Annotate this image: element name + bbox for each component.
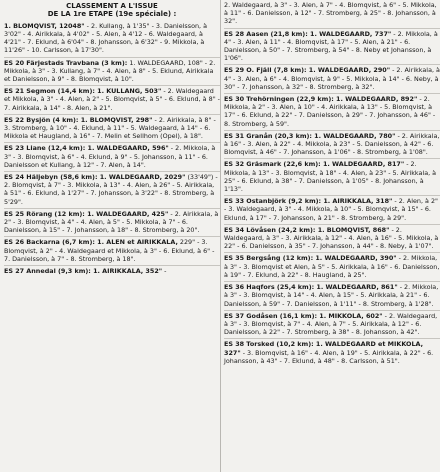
column-divider [220, 0, 221, 472]
entry-head: ES 36 Haqfors (25,4 km): 1. WALDEGAARD, 861" [224, 283, 398, 292]
entry-head: ES 28 Aasen (21,8 km): 1. WALDEGAARD, 737" [224, 29, 392, 38]
result-entry [224, 94, 440, 131]
result-entry [224, 65, 440, 94]
entry-text: 1. WALDEGAARD, 108" - 2. Mikkola, à 3" - 3. Kullang, à 7" - 4. Alen, à 8" - 5. Eklund, Airikkala et Danielsson, à 9" - 8. Blomqvist, à 10". [4, 58, 216, 84]
entry-head: ES 26 Backarna (6,7 km): 1. ALEN et AIRIKKALA, [4, 238, 178, 247]
result-entry [224, 29, 440, 66]
entry-head: ES 24 Häljebyn (58,6 km): 1. WALDEGAARD, 2029" [4, 173, 186, 182]
title-line-1: CLASSEMENT A L'ISSUE [66, 2, 158, 10]
result-entry [224, 339, 440, 367]
entry-head: ES 37 Godåsen (16,1 km): 1. MIKKOLA, 602" [224, 311, 383, 320]
result-entry [4, 58, 220, 87]
result-entry [4, 209, 220, 238]
entry-text: - 2. Airikkala, à 4" - 3. Alen, à 6" - 4. Blomqvist, à 9" - 5. Mikkola, à 14" - 6. Neby, à 30" - 7. Johansson, à 32" - 8. Stromberg, à 32". [224, 66, 440, 91]
entry-text: - 2. Waldegaard, à 3" - 3. Blomqvist, à 7" - 4. Alen, à 7" - 5. Airikkala, à 12" - 6. Danielsson, à 22" - 7. Stromberg, à 38" - 8. Johansson, à 42". [224, 311, 438, 337]
entry-head: ES 30 Trehörningen (22,9 km): 1. WALDEGAARD, 892" [224, 95, 418, 104]
entry-text: - 2. Mikkola, à 13" - 3. Blomqvist, à 18" - 4. Alen, à 23" - 5. Airikkala, à 25" - 6. Eklund, à 38" - 7. Danielsson, à 1'05" - 8. Johansson, à 1'13". [224, 160, 437, 194]
result-entry [4, 115, 220, 144]
entry-text: - 2. Mikkola, à 3" - 3. Blomqvist, à 14" - 4. Alen, à 15" - 5. Airikkala, à 21" - 6. Danielsson, à 59" - 7. Danielsson, à 1'11" - 8. Stromberg, à 1'28". [224, 283, 439, 308]
entry-head: ES 35 Bergsång (12 km): 1. WALDEGAARD, 390" [224, 254, 397, 263]
result-entry [224, 253, 440, 282]
result-entry [224, 282, 440, 311]
entry-head: ES 34 Lövåsen (24,2 km): 1. BLOMQVIST, 868" [224, 225, 390, 234]
result-entry [4, 172, 220, 209]
entry-head: ES 22 Bysjön (4 km): 1. BLOMQVIST, 298" [4, 115, 153, 124]
entry-text: - 3. Blomqvist, à 16" - 4. Alen, à 19" - 5. Airikkala, à 22" - 6. Johansson, à 43" - 7. Eklund, à 48" - 8. Carlsson, à 51". [224, 348, 434, 365]
entry-text: - 2. Mikkola, à 3" - 3. Blomqvist et Alen, à 5" - 5. Airikkala, à 16" - 6. Danielsson, à 19" - 7. Eklund, à 22" - 8. Haugland, à 25". [224, 254, 440, 279]
entry-text: (33'49") - 2. Blomqvist, à 7" - 3. Mikkola, à 13" - 4. Alen, à 26" - 5. Airikkala, à 51" - 6. Eklund, à 1'27" - 7. Johansson, à 3'22" - 8. Stromberg, à 5'29". [4, 173, 218, 206]
result-entry [4, 266, 220, 277]
title-line-2: DE LA 1re ETAPE (19e spéciale) : [47, 10, 177, 19]
right-column [224, 0, 440, 367]
result-entry [4, 143, 220, 172]
entry-text: 229" - 3. Blomqvist, à 2" - 4. Waldegaard et Mikkola, à 3" - 6. Eklund, à 6" - 7. Danielsson, à 7" - 8. Stromberg, à 18". [4, 238, 215, 263]
entry-text: 2. Waldegaard, à 3" - 3. Alen, à 7" - 4. Blomqvist, à 6" - 5. Mikkola, à 11" - 6. Danielsson, à 12" - 7. Stromberg, à 25" - 8. Johansson, à 32". [224, 1, 437, 26]
entry-head: ES 23 Liane (12,4 km): 1. WALDEGAARD, 596" [4, 144, 169, 153]
entry-head: ES 25 Rörang (12 km): 1. WALDEGAARD, 425" [4, 209, 169, 218]
entry-text: - 2. Waldegaard et Mikkola, à 3" - 4. Alen, à 2" - 5. Blomqvist, à 5" - 6. Eklund, à 8" - 7. Airikkala, à 14" - 8. Alen, à 21". [4, 87, 220, 112]
entry-head: ES 38 Torsked (10,2 km): 1. WALDEGAARD et MIKKOLA, 327" [224, 340, 424, 357]
entry-text: - 2. Alen, à 2" - 3. Waldegaard, à 3" - 4. Mikkola, à 10" - 5. Blomqvist, à 15" - 6. Eklund, à 17" - 7. Johansson, à 21" - 8. Stromberg, à 29". [224, 197, 439, 222]
result-entry [224, 0, 440, 29]
result-entry [224, 225, 440, 254]
result-entry [4, 86, 220, 115]
entry-text: - 2. Airikkala, à 2" - 3. Blomqvist, à 4" - 4. Alen, à 5" - 5. Mikkola, à 7" - 6. Danielsson, à 15" - 7. Johansson, à 18" - 8. Stromberg, à 20". [4, 209, 219, 235]
result-entry [4, 237, 220, 266]
result-entry [224, 311, 440, 340]
entry-text: - 2. Airikkala, à 16" - 3. Alen, à 22" - 4. Mikkola, à 23" - 5. Danielsson, à 42" - 6. Blomqvist, à 46" - 7. Johansson, à 1'06" - 8. Stromberg, à 1'08". [224, 131, 440, 157]
result-entry [224, 159, 440, 196]
left-column [4, 0, 220, 277]
entry-text: - 2. Airikkala, à 8" - 3. Stromberg, à 10" - 4. Eklund, à 11" - 5. Waldegaard, à 14" - 6. Mikkola et Haugland, à 16" - 7. Melin et Sellhom (Opel), à 18". [4, 115, 216, 141]
entry-head: ES 21 Segmon (14,4 km): 1. KULLANG, 503" [4, 87, 162, 96]
result-entry [224, 196, 440, 225]
entry-text: - 2. Mikkola, à 4" - 3. Alen, à 11" - 4. Blomqvist, à 17" - 5. Alen, à 21" - 6. Danielsson, à 50" - 7. Stromberg, à 54" - 8. Neby et Johansson, à 1'06". [224, 29, 438, 63]
entry-head: ES 29 O. Fjäll (7,8 km): 1. WALDEGAARD, 290" [224, 66, 391, 75]
result-entry [4, 21, 220, 58]
entry-head: ES 31 Granån (20,3 km): 1. WALDEGAARD, 780" [224, 131, 396, 140]
entry-text: - [162, 267, 167, 276]
result-entry [224, 131, 440, 160]
entry-text: - 2. Waldegaard, à 3" - 3. Airikkala, à 12" - 4. Alen, à 16" - 5. Mikkola, à 22" - 6. Danielsson, à 35" - 7. Johansson, à 44" - 8. Neby, à 1'07". [224, 225, 439, 251]
entry-head: ES 33 Ostanbjörk (9,2 km): 1. AIRIKKALA, 318" [224, 197, 393, 206]
entry-text: - 2. Mikkola, à 2" - 3. Alen, à 10" - 4. Airikkala, à 13" - 5. Blomqvist, à 17" - 6. Eklund, à 22" - 7. Danielsson, à 29" - 7. Johansson, à 46" - 8. Stromberg, à 59". [224, 95, 436, 128]
entry-head: 1. BLOMQVIST, 12048" [4, 21, 85, 30]
entry-head: ES 32 Gräsmark (22,6 km): 1. WALDEGAARD, 817" [224, 160, 405, 169]
entry-text: - 2. Kullang, à 1'35" - 3. Danielsson, à 3'02" - 4. Airikkala, à 4'02" - 5. Alen, à 4'12 - 6. Waldegaard, à 4'21" - 7. Eklund, à 6'04" - 8. Johansson, à 6'32" - 9. Mikkola, à 11'26" - 10. Carlsson, à 17'30". [4, 21, 208, 55]
entry-head: ES 20 Färjestads Travbana (3 km): [4, 58, 128, 67]
entry-text: - 2. Mikkola, à 3" - 3. Blomqvist, à 6" - 4. Eklund, à 9" - 5. Johansson, à 11" - 6. Danielsson et Kullang, à 12" - 7. Alen, à 14". [4, 144, 216, 169]
entry-head: ES 27 Annedal (9,3 km): 1. AIRIKKALA, 352" [4, 267, 163, 276]
standings-title [4, 2, 220, 19]
